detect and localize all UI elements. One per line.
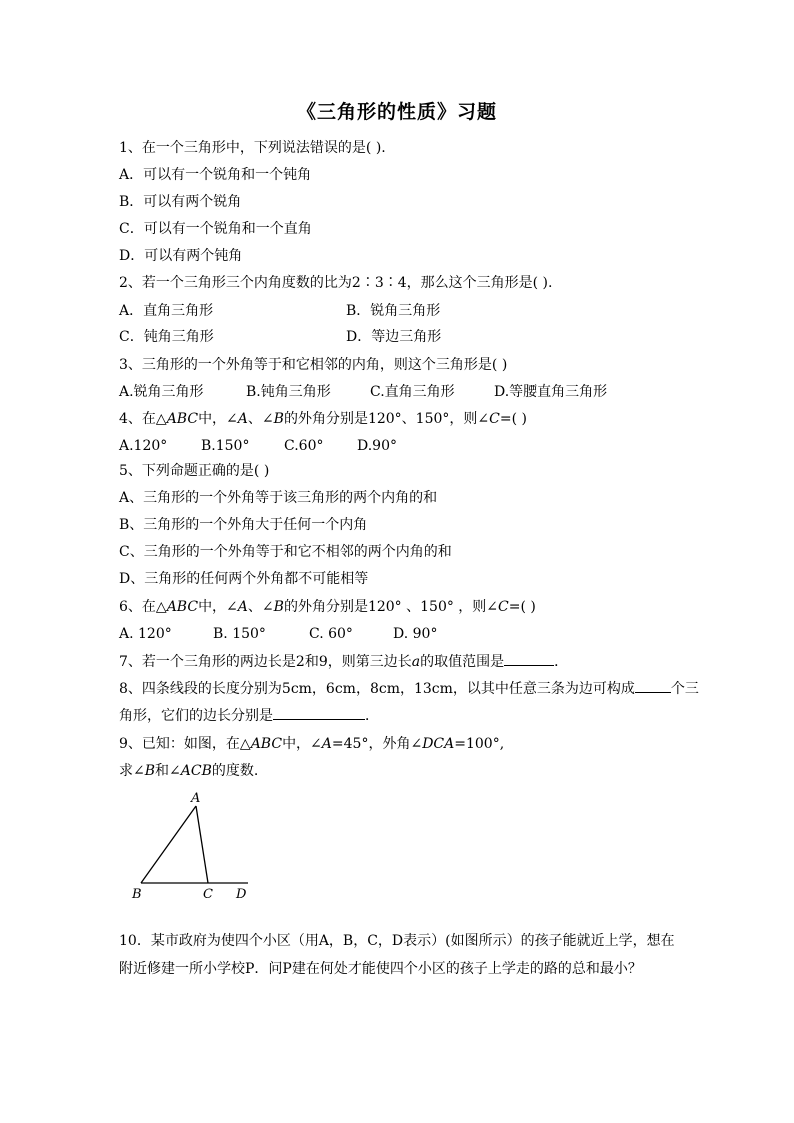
- q9-var-b: B: [144, 763, 156, 779]
- q6-option-c: C. 60°: [309, 626, 353, 642]
- q5-stem: 5、下列命题正确的是( ): [119, 463, 270, 479]
- q6-text-5: =( ): [508, 599, 536, 615]
- q3-stem: 3、三角形的一个外角等于和它相邻的内角，则这个三角形是( ): [119, 357, 508, 373]
- q6-option-d: D. 90°: [393, 626, 438, 642]
- q9-var-dca: DCA: [422, 736, 455, 752]
- q2-option-c: C．钝角三角形: [119, 329, 214, 345]
- side-ac: [196, 806, 208, 883]
- q4-var-a: A: [237, 411, 248, 427]
- q6-text-2: 中，∠: [198, 599, 238, 615]
- q4-var-abc: ABC: [166, 411, 199, 427]
- q8-text-3: 角形，它们的边长分别是: [119, 708, 273, 724]
- q6-text-1: 6、在△: [119, 599, 167, 615]
- q1-option-b: B．可以有两个锐角: [119, 194, 242, 210]
- q9-text-7: 的度数.: [211, 763, 259, 779]
- q6-option-a: A. 120°: [119, 626, 172, 642]
- q6-option-b: B. 150°: [213, 626, 266, 642]
- q5-option-b: B、三角形的一个外角大于任何一个内角: [119, 517, 368, 533]
- q1-option-d: D．可以有两个钝角: [119, 248, 243, 264]
- q9-text-3: =45°，外角∠: [331, 736, 423, 752]
- q4-text-5: =( ): [499, 411, 527, 427]
- label-c: C: [203, 887, 213, 902]
- q8-text-4: ．: [365, 708, 379, 724]
- q4-var-b: B: [273, 411, 284, 427]
- q4-text-1: 4、在△: [119, 411, 167, 427]
- q5-option-c: C、三角形的一个外角等于和它不相邻的两个内角的和: [119, 544, 452, 560]
- q3-option-d: D.等腰直角三角形: [494, 384, 608, 400]
- q9-text-2: 中，∠: [282, 736, 322, 752]
- q6-var-abc: ABC: [166, 599, 199, 615]
- q3-option-a: A.锐角三角形: [119, 384, 204, 400]
- q6-text-4: 的外角分别是120° 、150° ，则∠: [283, 599, 499, 615]
- q4-option-b: B.150°: [201, 438, 250, 454]
- q4-var-c: C: [489, 411, 500, 427]
- q4-text-3: 、∠: [247, 411, 274, 427]
- q4-option-c: C.60°: [284, 438, 324, 454]
- label-a: A: [191, 791, 201, 806]
- q2-option-d: D．等边三角形: [346, 329, 442, 345]
- q3-option-c: C.直角三角形: [370, 384, 455, 400]
- q4-option-d: D.90°: [357, 438, 397, 454]
- q5-option-d: D、三角形的任何两个外角都不可能相等: [119, 571, 369, 587]
- q4-text-2: 中，∠: [198, 411, 238, 427]
- q2-option-b: B．锐角三角形: [346, 303, 441, 319]
- q10-line1: 10．某市政府为使四个小区（用A，B，C，D表示）(如图所示）的孩子能就近上学，想在: [119, 933, 675, 949]
- q10-line2: 附近修建一所小学校P．问P建在何处才能使四个小区的孩子上学走的路的总和最小？: [119, 961, 642, 977]
- q7-text-1: 7、若一个三角形的两边长是2和9，则第三边长: [119, 654, 412, 670]
- q6-var-b: B: [273, 599, 284, 615]
- label-d: D: [236, 887, 247, 902]
- q5-option-a: A、三角形的一个外角等于该三角形的两个内角的和: [119, 490, 438, 506]
- label-b: B: [132, 887, 142, 902]
- q6-var-a: A: [237, 599, 248, 615]
- q1-option-c: C．可以有一个锐角和一个直角: [119, 221, 312, 237]
- page-title: 《三角形的性质》习题: [296, 101, 497, 123]
- q7-text-3: ．: [554, 654, 569, 670]
- q9-text-6: 和∠: [155, 763, 181, 779]
- q2-option-a: A．直角三角形: [119, 303, 214, 319]
- q4-text-4: 的外角分别是120°、150°，则∠: [283, 411, 490, 427]
- q3-option-b: B.钝角三角形: [246, 384, 331, 400]
- q8-text-1: 8、四条线段的长度分别为5cm，6cm，8cm，13cm，以其中任意三条为边可构成: [119, 681, 635, 697]
- q9-text-1: 9、已知：如图，在△: [119, 736, 251, 752]
- q9-text-4: =100°,: [454, 736, 505, 752]
- q6-var-c: C: [498, 599, 509, 615]
- q1-option-a: A．可以有一个锐角和一个钝角: [119, 167, 312, 183]
- q1-stem: 1、在一个三角形中，下列说法错误的是( ).: [119, 140, 386, 156]
- q7-text-2: 的取值范围是: [420, 654, 505, 670]
- q9-var-acb: ACB: [180, 763, 212, 779]
- q7-var-a: a: [411, 654, 421, 670]
- q8-text-2: 个三: [670, 681, 699, 697]
- q9-text-5: 求∠: [119, 763, 145, 779]
- q2-stem: 2、若一个三角形三个内角度数的比为2∶3∶4，那么这个三角形是( ).: [119, 275, 553, 291]
- q4-option-a: A.120°: [119, 438, 168, 454]
- q9-var-a: A: [321, 736, 332, 752]
- q6-text-3: 、∠: [247, 599, 274, 615]
- side-ab: [141, 806, 196, 883]
- q9-var-abc: ABC: [250, 736, 283, 752]
